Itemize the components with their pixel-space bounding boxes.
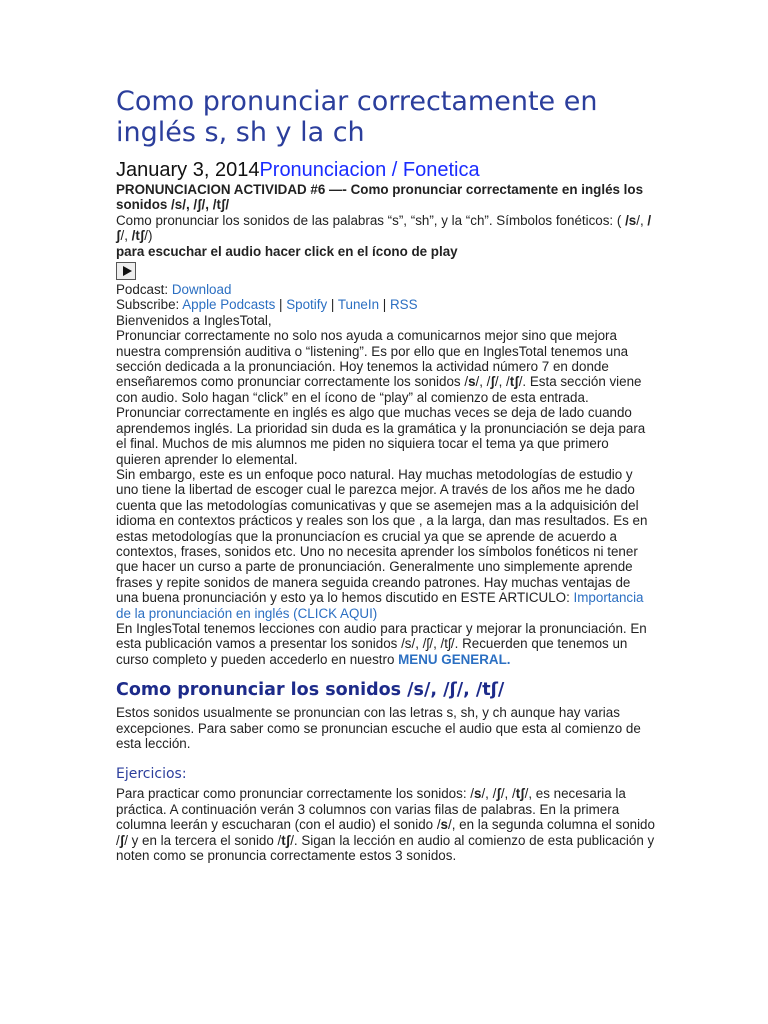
greeting: Bienvenidos a InglesTotal, <box>116 312 272 328</box>
intro-paragraph: Como pronunciar los sonidos de las palabras “s”, “sh”, y la “ch”. Símbolos fonéticos: ( /s/, /ʃ/, /tʃ/) <box>116 212 652 244</box>
page-title: Como pronunciar correctamente en inglés s, sh y la ch <box>116 86 598 148</box>
article <box>116 86 656 863</box>
subscribe-line: Subscribe: Apple Podcasts | Spotify | TuneIn | RSS <box>116 297 418 313</box>
menu-general-link[interactable]: MENU GENERAL. <box>398 651 511 667</box>
paragraph-2: Pronunciar correctamente en inglés es algo que muchas veces se deja de lado cuando aprendemos inglés. La prioridad sin duda es la gramática y la pronunciación se deja para el final. Muchos de mis alumnos me piden no siquiera tocar el tema ya que primero quieren aprender lo elemental. <box>116 405 646 467</box>
post-meta <box>116 158 656 182</box>
importance-article-link[interactable]: Importancia de la pronunciación en inglés (CLICK AQUI) <box>116 590 644 621</box>
spotify-link[interactable]: Spotify <box>286 297 328 313</box>
tunein-link[interactable]: TuneIn <box>337 297 380 313</box>
download-link[interactable]: Download <box>171 282 232 298</box>
category-link[interactable]: Pronunciacion / Fonetica <box>259 159 480 181</box>
rss-link[interactable]: RSS <box>389 297 418 313</box>
paragraph-4: En InglesTotal tenemos lecciones con audio para practicar y mejorar la pronunciación. En esta publicación vamos a presentar los sonidos /s/, /ʃ/, /tʃ/. Recuerden que tenemos un curso completo y pueden accederlo en nuestro MENU GENERAL. <box>116 620 647 667</box>
activity-heading: PRONUNCIACION ACTIVIDAD #6 —- Como pronunciar correctamente en inglés los sonidos /s/, /ʃ/, /tʃ/ <box>116 182 644 213</box>
post-date: January 3, 2014 <box>116 159 260 181</box>
podcast-line: Podcast: Download <box>116 282 232 298</box>
exercises-paragraph: Para practicar como pronunciar correctamente los sonidos: /s/, /ʃ/, /tʃ/, es necesaria la práctica. A continuación verán 3 columnos con varias filas de palabras. En la primera columna leerán y escucharan (con el audio) el sonido /s/, en la segunda columna el sonido /ʃ/ y en la tercera el sonido /tʃ/. Sigan la lección en audio al comienzo de esta publicación y noten como se pronuncia correctamente estos 3 sonidos. <box>116 786 655 864</box>
play-button[interactable] <box>116 262 136 280</box>
exercises-heading: Ejercicios: <box>116 766 187 783</box>
play-icon <box>123 266 132 276</box>
section-paragraph: Estos sonidos usualmente se pronuncian con las letras s, sh, y ch aunque hay varias excepciones. Para saber como se pronuncian escuche el audio que esta al comienzo de esta lección. <box>116 705 641 751</box>
paragraph-3: Sin embargo, este es un enfoque poco natural. Hay muchas metodologías de estudio y uno tiene la libertad de escoger cual le parezca mejor. A través de los años me he dado cuenta que las metodologías comunicativas y que se asemejen mas a la adquisición del idioma en contextos prácticos y reales son los que , a la larga, dan mas resultados. Es en estas metodologías que la pronunciacíon es crucial ya que se aprende de acuerdo a contextos, frases, sonidos etc. Uno no necesita aprender los símbolos fonéticos ni tener que hacer un curso a parte de pronunciación. Generalmente uno simplemente aprende frases y repite sonidos de manera seguida creando patrones. Hay muchas ventajas de una buena pronunciación y esto ya lo hemos discutido en ESTE ARTICULO: Importancia de la pronunciación en inglés (CLICK AQUI) <box>116 466 648 621</box>
audio-instruction: para escuchar el audio hacer click en el ícono de play <box>116 243 458 259</box>
section-heading: Como pronunciar los sonidos /s/, /ʃ/, /tʃ/ <box>116 680 505 701</box>
paragraph-1: Pronunciar correctamente no solo nos ayuda a comunicarnos mejor sino que mejora nuestra comprensión auditiva o “listening”. Es por ello que en InglesTotal tenemos una sección dedicada a la pronunciación. Hoy tenemos la actividad número 7 en donde enseñaremos como pronunciar correctamente los sonidos /s/, /ʃ/, /tʃ/. Esta sección viene con audio. Solo hagan “click” en el ícono de “play” al comienzo de esta entrada. <box>116 328 642 405</box>
apple-podcasts-link[interactable]: Apple Podcasts <box>182 297 276 313</box>
